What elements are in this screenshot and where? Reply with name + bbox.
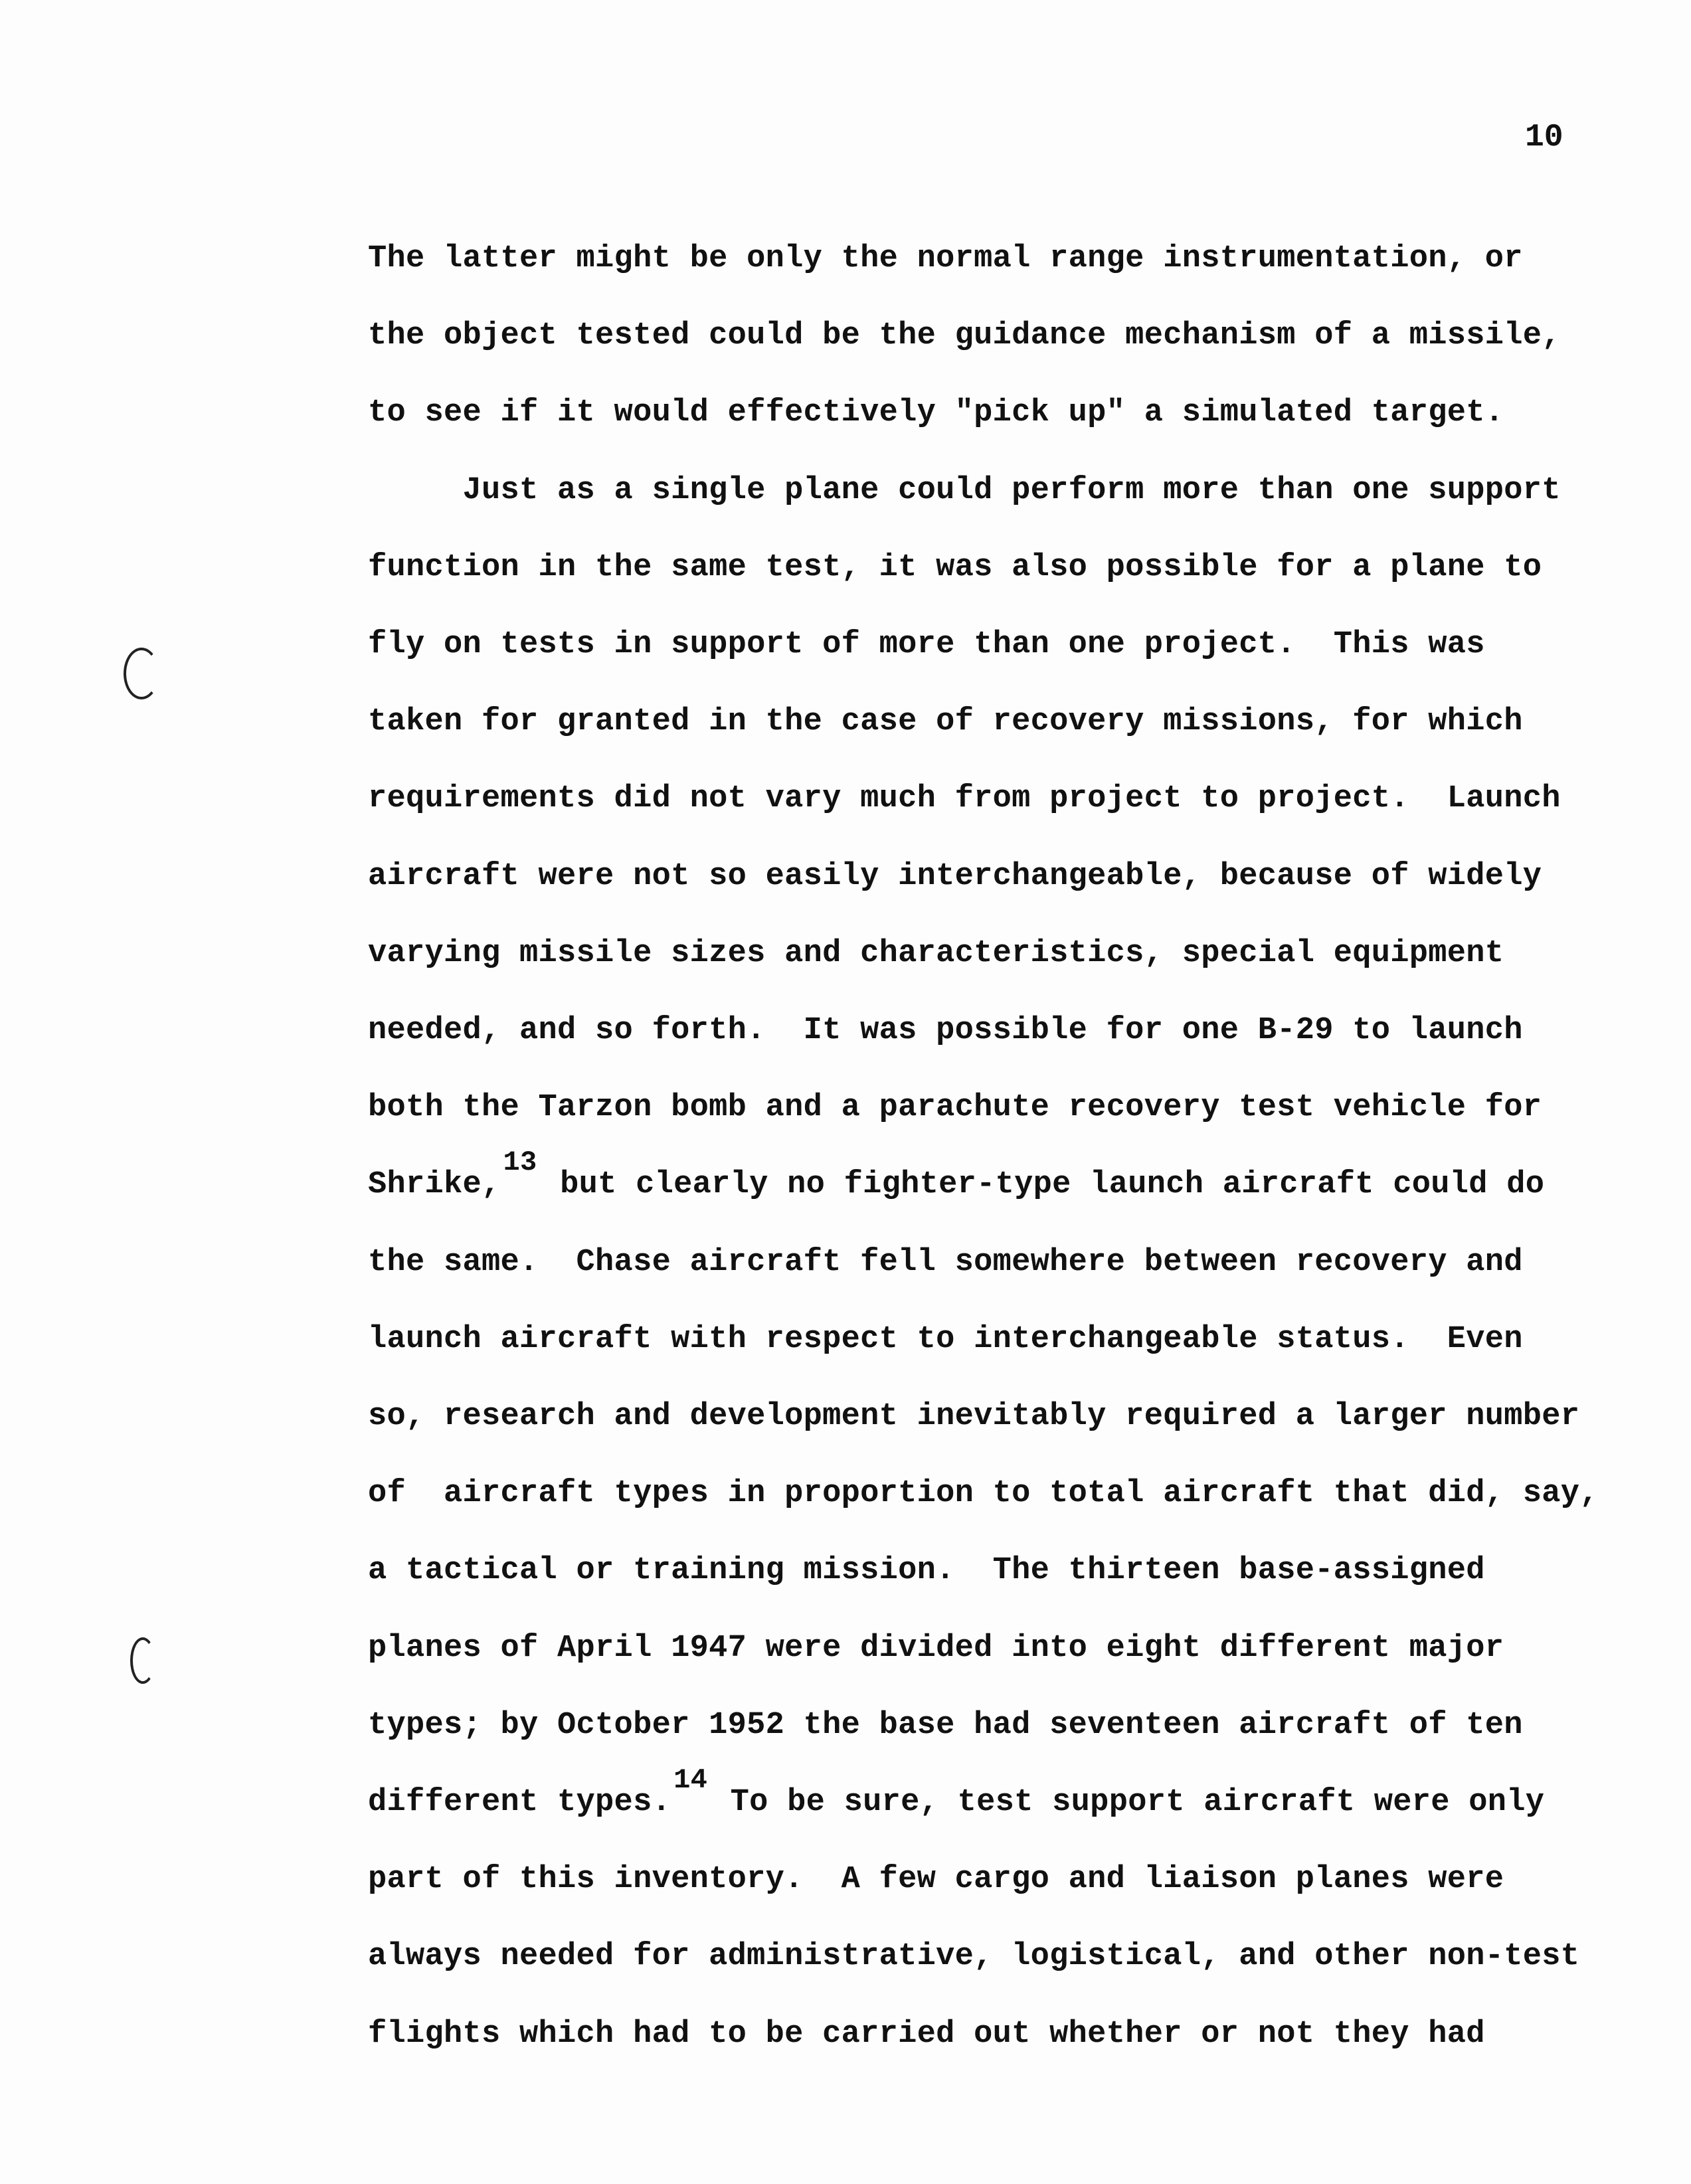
text-line xyxy=(368,858,1542,894)
text-line xyxy=(368,472,1561,508)
text-line xyxy=(368,1015,1523,1046)
line-text: so, research and development inevitably required a larger number xyxy=(368,1399,1580,1434)
line-text: planes of April 1947 were divided into eight different major xyxy=(368,1630,1504,1666)
line-text: to see if it would effectively "pick up" a simulated target. xyxy=(368,395,1504,431)
line-text: needed, and so forth. It was possible for one B-29 to launch xyxy=(368,1013,1523,1048)
line-text: part of this inventory. A few cargo and liaison planes were xyxy=(368,1862,1504,1898)
line-text: the same. Chase aircraft fell somewhere between recovery and xyxy=(368,1244,1523,1280)
line-text: both the Tarzon bomb and a parachute recovery test vehicle for xyxy=(368,1090,1542,1126)
line-text: Shrike, xyxy=(368,1167,501,1203)
text-line xyxy=(368,318,1561,354)
text-line xyxy=(368,1764,1545,1820)
line-text: launch aircraft with respect to interchangeable status. Even xyxy=(368,1321,1523,1357)
text-line xyxy=(368,1146,1545,1203)
text-line xyxy=(368,935,1504,971)
line-text: varying missile sizes and characteristics, special equipment xyxy=(368,935,1504,971)
text-line xyxy=(368,549,1542,585)
line-text: always needed for administrative, logistical, and other non-test xyxy=(368,1939,1580,1975)
text-line xyxy=(368,395,1504,431)
text-line xyxy=(368,1321,1523,1357)
footnote-reference: 14 xyxy=(673,1764,708,1796)
text-line xyxy=(368,704,1523,740)
text-line xyxy=(368,1939,1580,1975)
text-line xyxy=(368,1476,1599,1512)
line-text: different types. xyxy=(368,1785,671,1820)
text-line xyxy=(368,1630,1504,1666)
footnote-reference: 13 xyxy=(503,1146,537,1179)
text-line xyxy=(368,629,1485,660)
punch-hole-mark xyxy=(124,648,159,699)
line-text: flights which had to be carried out whether or not they had xyxy=(368,2016,1485,2052)
punch-hole-mark xyxy=(130,1637,155,1684)
line-text: types; by October 1952 the base had seventeen aircraft of ten xyxy=(368,1707,1523,1743)
line-text: taken for granted in the case of recovery missions, for which xyxy=(368,704,1523,740)
text-line xyxy=(368,1244,1523,1280)
line-text: requirements did not vary much from project to project. Launch xyxy=(368,781,1561,817)
line-text-continued: but clearly no fighter-type launch aircraft could do xyxy=(541,1167,1545,1203)
line-text: Just as a single plane could perform more than one support xyxy=(368,472,1561,508)
page-number: 10 xyxy=(1525,120,1563,155)
line-text-continued: To be sure, test support aircraft were only xyxy=(711,1785,1545,1820)
text-line xyxy=(368,1401,1579,1432)
line-text: the object tested could be the guidance mechanism of a missile, xyxy=(368,318,1561,354)
line-text: fly on tests in support of more than one project. This was xyxy=(368,627,1485,662)
text-line xyxy=(368,243,1523,274)
line-text: The latter might be only the normal range instrumentation, or xyxy=(368,241,1523,276)
line-text: aircraft were not so easily interchangeable, because of widely xyxy=(368,858,1542,894)
text-line xyxy=(368,1862,1504,1898)
line-text: a tactical or training mission. The thirteen base-assigned xyxy=(368,1553,1485,1589)
line-text: function in the same test, it was also possible for a plane to xyxy=(368,549,1542,585)
line-text: of aircraft types in proportion to total aircraft that did, say, xyxy=(368,1476,1599,1512)
text-line xyxy=(368,1090,1542,1126)
text-line xyxy=(368,1553,1485,1589)
text-line xyxy=(368,2016,1485,2052)
text-line xyxy=(368,1707,1523,1743)
text-line xyxy=(368,781,1561,817)
